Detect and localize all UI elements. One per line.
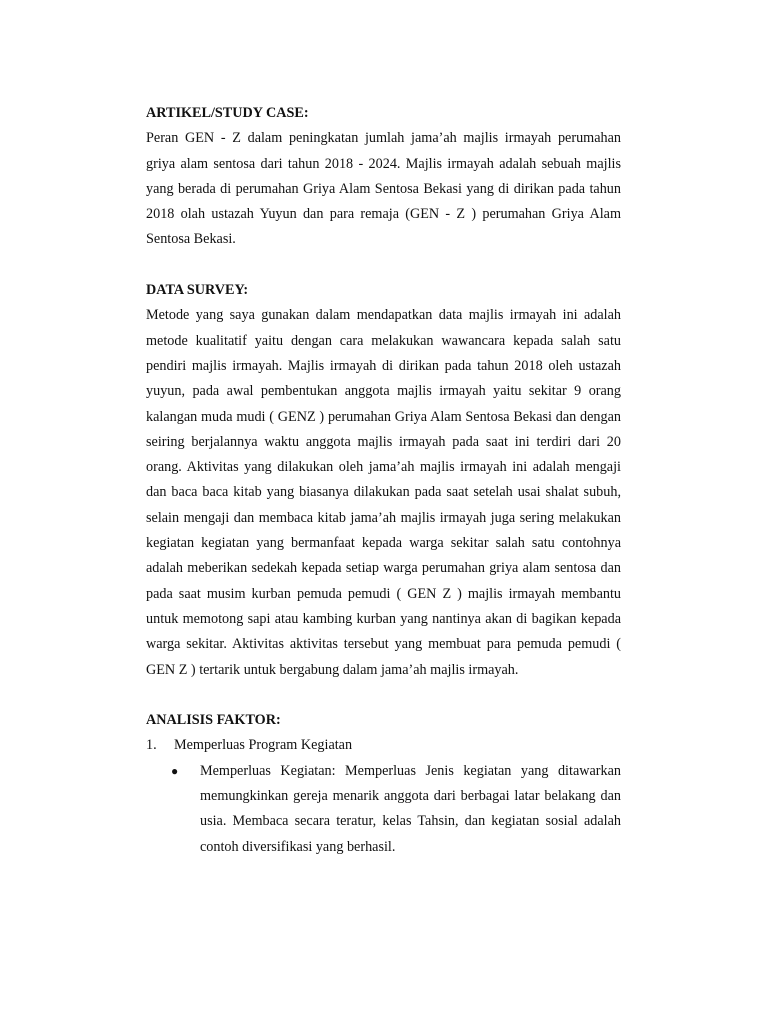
article-paragraph: Peran GEN - Z dalam peningkatan jumlah jama’ah majlis irmayah perumahan griya alam sentosa dari tahun 2018 - 2024. Majlis irmayah adalah sebuah majlis yang berada di perumahan Griya Alam Sentosa Bekasi yang di dirikan pada tahun 2018 olah ustazah Yuyun dan para remaja (GEN - Z ) perumahan Griya Alam Sentosa Bekasi. xyxy=(146,130,621,248)
section-spacer xyxy=(146,253,621,278)
survey-heading: DATA SURVEY: xyxy=(146,282,249,299)
article-heading: ARTIKEL/STUDY CASE: xyxy=(146,105,309,121)
bullet-list-item xyxy=(171,759,621,860)
list-number: 1. xyxy=(146,737,157,754)
numbered-list-item xyxy=(146,733,621,758)
document-page xyxy=(146,101,621,860)
survey-paragraph: Metode yang saya gunakan dalam mendapatkan data majlis irmayah ini adalah metode kualitatif yaitu dengan cara melakukan wawancara kepada salah satu pendiri majlis irmayah. Majlis irmayah di dirikan pada tahun 2018 oleh ustazah yuyun, pada awal pembentukan anggota majlis irmayah yaitu sekitar 9 orang kalangan muda mudi ( GENZ ) perumahan Griya Alam Sentosa Bekasi dan dengan seiring berjalannya waktu anggota majlis irmayah pada saat ini terdiri dari 20 orang. Aktivitas yang dilakukan oleh jama’ah majlis irmayah ini adalah mengaji dan baca baca kitab yang biasanya dilakukan pada saat setelah usai shalat subuh, selain mengaji dan membaca kitab jama’ah majlis irmayah juga sering melakukan kegiatan kegiatan yang bermanfaat kepada warga sekitar salah satu contohnya adalah meberikan sedekah kepada setiap warga perumahan griya alam sentosa dan pada saat musim kurban pemuda pemudi ( GEN Z ) majlis irmayah membantu untuk memotong sapi atau kambing kurban yang nantinya akan di bagikan kepada warga sekitar. Aktivitas aktivitas tersebut yang membuat para pemuda pemudi ( GEN Z ) tertarik untuk bergabung dalam jama’ah majlis irmayah. xyxy=(146,307,621,678)
list-item-label: Memperluas Program Kegiatan xyxy=(174,737,353,754)
section-spacer xyxy=(146,683,621,708)
analysis-heading: ANALISIS FAKTOR: xyxy=(146,712,281,729)
bullet-icon: ● xyxy=(171,763,179,778)
bullet-text: Memperluas Kegiatan: Memperluas Jenis kegiatan yang ditawarkan memungkinkan gereja menarik anggota dari berbagai latar belakang dan usia. Membaca secara teratur, kelas Tahsin, dan kegiatan sosial adalah contoh diversifikasi yang berhasil. xyxy=(200,762,621,855)
